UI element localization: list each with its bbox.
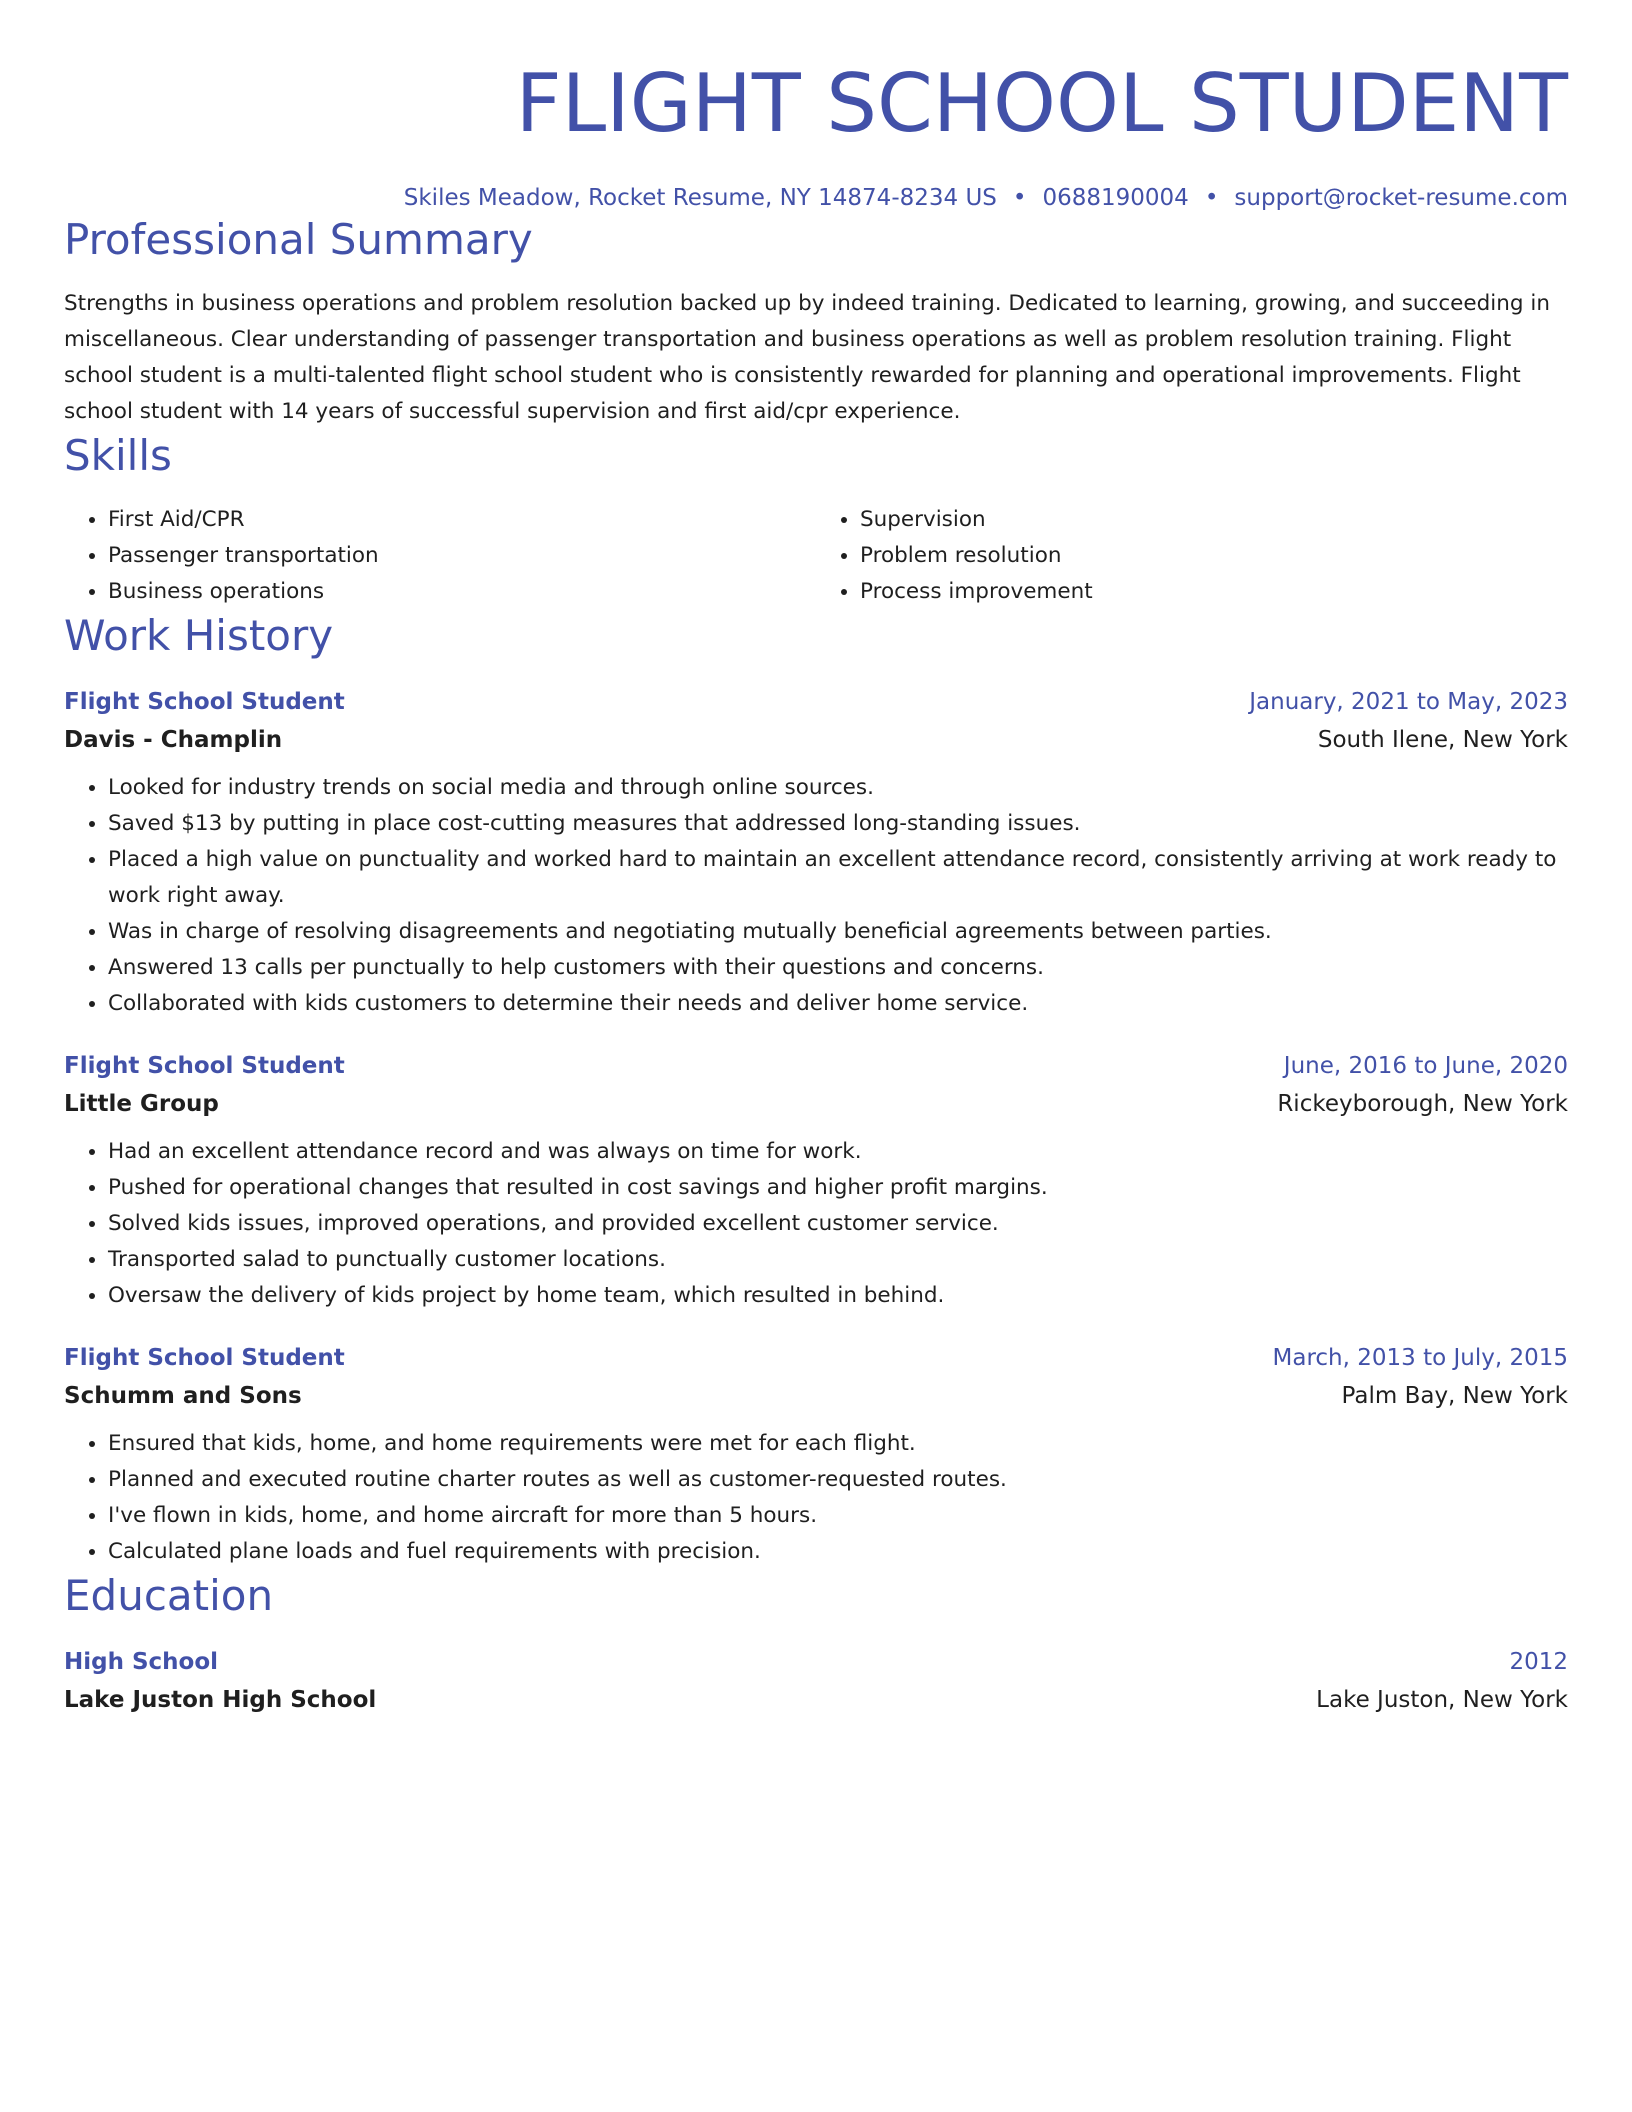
job-location: South Ilene, New York [1317,727,1568,753]
summary-text: Strengths in business operations and problem resolution backed up by indeed training. Dedicated to learning, growing, and succeeding in miscellaneous. Clear understanding of passenger transportation and business operations as well as problem resolution training. Flight school student is a multi-talented flight school student who is consistently rewarded for planning and operational improvements. Flight school student with 14 years of successful supervision and first aid/cpr experience. [64,291,1550,424]
job-bullet: • Ensured that kids, home, and home requirements were met for each flight. [108,1426,1568,1462]
skills-columns [64,502,1568,610]
resume-header [64,0,1568,214]
skills-list-right [816,502,1568,610]
contact-phone: 0688190004 [1042,185,1189,211]
job-company: Davis - Champlin [64,727,283,753]
job-bullet: • Looked for industry trends on social media and through online sources. [108,770,1568,806]
contact-line [64,182,1568,214]
summary-heading: Professional Summary [64,215,533,264]
job-bullet: • Had an excellent attendance record and was always on time for work. [108,1134,1568,1170]
job-dates: January, 2021 to May, 2023 [1249,689,1568,715]
job-role: Flight School Student [64,1345,345,1371]
job-dates: June, 2016 to June, 2020 [1283,1053,1568,1079]
job-entry [64,684,1568,1022]
job-bullet: • Pushed for operational changes that resulted in cost savings and higher profit margins. [108,1170,1568,1206]
contact-separator: • [1204,185,1219,211]
candidate-name: FLIGHT SCHOOL STUDENT [515,57,1568,150]
job-bullets [64,1134,1568,1314]
skill-item: • Process improvement [860,574,1568,610]
education-entry [64,1644,1568,1720]
skill-item: • First Aid/CPR [108,502,816,538]
skill-item: • Passenger transportation [108,538,816,574]
job-bullet: • Was in charge of resolving disagreements and negotiating mutually beneficial agreements between parties. [108,914,1568,950]
job-bullets [64,770,1568,1022]
skills-section [64,430,1568,610]
job-dates: March, 2013 to July, 2015 [1272,1345,1568,1371]
education-location: Lake Juston, New York [1316,1687,1568,1713]
skills-list-left [64,502,816,610]
education-school: Lake Juston High School [64,1687,377,1713]
job-role: Flight School Student [64,1053,345,1079]
job-bullet: • Collaborated with kids customers to determine their needs and deliver home service. [108,986,1568,1022]
education-heading: Education [64,1571,274,1620]
job-bullet: • Placed a high value on punctuality and worked hard to maintain an excellent attendance record, consistently arriving at work ready to work right away. [108,842,1568,914]
education-section [64,1570,1568,1720]
job-location: Rickeyborough, New York [1277,1091,1568,1117]
job-entry [64,1048,1568,1314]
contact-address: Skiles Meadow, Rocket Resume, NY 14874-8234 US [403,185,997,211]
job-bullet: • Solved kids issues, improved operations, and provided excellent customer service. [108,1206,1568,1242]
job-company: Little Group [64,1091,219,1117]
skill-item: • Supervision [860,502,1568,538]
job-location: Palm Bay, New York [1341,1383,1568,1409]
job-bullet: • Oversaw the delivery of kids project by home team, which resulted in behind. [108,1278,1568,1314]
job-bullet: • Saved $13 by putting in place cost-cutting measures that addressed long-standing issues. [108,806,1568,842]
education-year: 2012 [1509,1649,1568,1675]
job-bullets [64,1426,1568,1570]
skill-item: • Problem resolution [860,538,1568,574]
work-history-section [64,610,1568,1570]
job-bullet: • Calculated plane loads and fuel requirements with precision. [108,1534,1568,1570]
job-role: Flight School Student [64,689,345,715]
job-company: Schumm and Sons [64,1383,302,1409]
job-bullet: • Transported salad to punctually customer locations. [108,1242,1568,1278]
education-degree: High School [64,1649,219,1675]
work-history-heading: Work History [64,611,334,660]
contact-email: support@rocket-resume.com [1234,185,1568,211]
contact-separator: • [1012,185,1027,211]
job-bullet: • I've flown in kids, home, and home aircraft for more than 5 hours. [108,1498,1568,1534]
job-bullet: • Planned and executed routine charter routes as well as customer-requested routes. [108,1462,1568,1498]
job-bullet: • Answered 13 calls per punctually to help customers with their questions and concerns. [108,950,1568,986]
skills-heading: Skills [64,431,172,480]
skill-item: • Business operations [108,574,816,610]
job-entry [64,1340,1568,1570]
summary-section [64,214,1568,430]
